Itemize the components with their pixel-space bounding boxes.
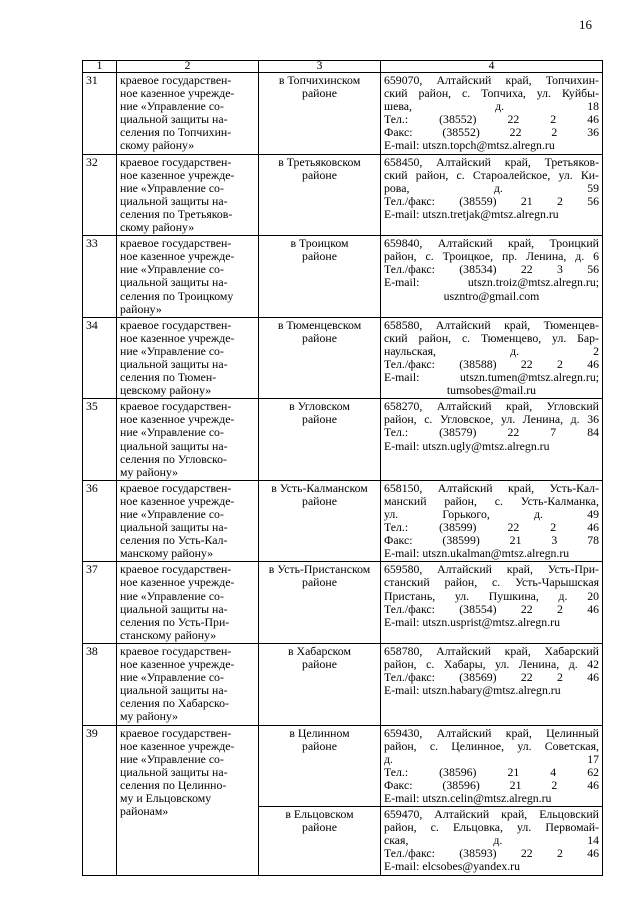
- table-row: [83, 73, 603, 155]
- org-line: скому району»: [120, 220, 195, 235]
- org-line: циальной защиты на-: [120, 764, 228, 779]
- org-line: циальной защиты на-: [120, 356, 228, 371]
- org-line: циальной защиты на-: [120, 683, 228, 698]
- org-line: селения по Усть-Кал-: [120, 533, 228, 548]
- org-line: краевое государствен-: [120, 317, 232, 332]
- contacts-line: Факс: (38552) 22 2 36: [384, 125, 599, 140]
- organization-name: [117, 562, 259, 644]
- org-line: циальной защиты на-: [120, 275, 228, 290]
- contacts-line: E-mail: elcsobes@yandex.ru: [384, 859, 520, 874]
- table-row: [83, 154, 603, 236]
- contacts-line: Тел.: (38599) 22 2 46: [384, 520, 599, 535]
- contacts-line: 658150, Алтайский край, Усть-Кал-: [384, 480, 599, 495]
- org-line: циальной защиты на-: [120, 438, 228, 453]
- contact-details: [381, 317, 603, 399]
- org-line: скому району»: [120, 138, 195, 153]
- contact-details: [381, 562, 603, 644]
- column-header: 3: [259, 61, 381, 73]
- org-line: циальной защиты на-: [120, 601, 228, 616]
- contacts-line: д. 17: [384, 751, 599, 766]
- contacts-line: E-mail: utszn.tumen@mtsz.alregn.ru;: [384, 370, 599, 385]
- organization-name: [117, 73, 259, 155]
- contacts-line: ская, д. 14: [384, 833, 599, 848]
- district-line: в Третьяковском: [278, 154, 361, 169]
- district-name: [259, 562, 381, 644]
- org-line: ние «Управление со-: [120, 507, 224, 521]
- contacts-line: E-mail: utszn.ukalman@mtsz.alregn.ru: [384, 546, 570, 561]
- org-line: селения по Третьяков-: [120, 206, 233, 221]
- district-line: в Хабарском: [288, 643, 351, 658]
- contacts-line: ский район, с. Староалейское, ул. Ки-: [384, 167, 599, 182]
- district-line: в Топчихинском: [278, 73, 361, 87]
- contacts-line: Тел./факс: (38593) 22 2 46: [384, 846, 599, 861]
- contacts-line: 658450, Алтайский край, Третьяков-: [384, 154, 599, 169]
- social-protection-offices-table: [82, 60, 603, 876]
- contact-details: [381, 73, 603, 155]
- contacts-line: Тел./факс: (38559) 21 2 56: [384, 193, 599, 208]
- district-name: [259, 480, 381, 562]
- contacts-line: ул. Горького, д. 49: [384, 507, 599, 521]
- contacts-line: район, с. Хабары, ул. Ленина, д. 42: [384, 657, 599, 672]
- org-line: краевое государствен-: [120, 236, 232, 251]
- district-line: районе: [302, 412, 337, 427]
- district-name: [259, 317, 381, 399]
- org-line: ние «Управление со-: [120, 99, 224, 114]
- contacts-line: рова, д. 59: [384, 180, 599, 195]
- contacts-line: Тел./факс: (38554) 22 2 46: [384, 601, 599, 616]
- district-line: районе: [302, 167, 337, 182]
- table-row: [83, 236, 603, 318]
- table-row: [83, 643, 603, 725]
- org-line: му району»: [120, 464, 179, 479]
- district-name: [259, 154, 381, 236]
- district-line: в Усть-Пристанском: [268, 562, 371, 577]
- contacts-line: 658580, Алтайский край, Тюменцев-: [384, 317, 599, 332]
- contacts-line: 659840, Алтайский край, Троицкий: [384, 236, 599, 251]
- contact-details: [381, 725, 603, 807]
- org-line: станскому району»: [120, 627, 217, 642]
- org-line: ние «Управление со-: [120, 180, 224, 195]
- org-line: краевое государствен-: [120, 399, 232, 414]
- contact-details: [381, 643, 603, 725]
- contacts-line: наульская, д. 2: [384, 343, 599, 358]
- org-line: краевое государствен-: [120, 73, 232, 87]
- district-line: районе: [302, 657, 337, 672]
- contacts-line: Факс: (38599) 21 3 78: [384, 533, 599, 548]
- contacts-line: 659580, Алтайский край, Усть-При-: [384, 562, 599, 577]
- district-line: в Целинном: [289, 725, 350, 740]
- contacts-line: район, с. Троицкое, пр. Ленина, д. 6: [384, 249, 599, 264]
- org-line: селения по Угловско-: [120, 451, 227, 466]
- org-line: краевое государствен-: [120, 643, 232, 658]
- district-line: районе: [302, 330, 337, 345]
- org-line: му району»: [120, 709, 179, 724]
- column-header: 4: [381, 61, 603, 73]
- row-number: 31: [83, 73, 117, 155]
- org-line: селения по Тюмен-: [120, 370, 217, 385]
- contacts-line: район, с. Целинное, ул. Советская,: [384, 738, 599, 753]
- contacts-line: Тел./факс: (38534) 22 3 56: [384, 262, 599, 277]
- organization-name: [117, 154, 259, 236]
- table-header-row: [83, 61, 603, 73]
- row-number: 35: [83, 399, 117, 481]
- contact-details: [381, 399, 603, 481]
- org-line: районам»: [120, 804, 169, 819]
- district-line: районе: [302, 86, 337, 101]
- contacts-line: E-mail: utszn.tretjak@mtsz.alregn.ru: [384, 206, 559, 221]
- row-number: 34: [83, 317, 117, 399]
- row-number: 33: [83, 236, 117, 318]
- org-line: ное казенное учрежде-: [120, 738, 235, 753]
- org-line: ное казенное учрежде-: [120, 575, 235, 590]
- contacts-line: 659470, Алтайский край, Ельцовский: [384, 807, 599, 822]
- org-line: селения по Топчихин-: [120, 125, 232, 140]
- contacts-line: Тел.: (38596) 21 4 62: [384, 764, 599, 779]
- org-line: селения по Троицкому: [120, 288, 234, 303]
- org-line: району»: [120, 301, 162, 316]
- page-number: 16: [579, 17, 592, 32]
- org-line: ние «Управление со-: [120, 751, 224, 766]
- org-line: циальной защиты на-: [120, 520, 228, 535]
- contacts-line: Пристань, ул. Пушкина, д. 20: [384, 588, 599, 603]
- org-line: селения по Хабарско-: [120, 696, 229, 711]
- district-line: районе: [302, 820, 337, 835]
- contact-details: [381, 154, 603, 236]
- org-line: селения по Усть-При-: [120, 614, 230, 629]
- org-line: ное казенное учрежде-: [120, 412, 235, 427]
- district-line: районе: [302, 249, 337, 264]
- org-line: ное казенное учрежде-: [120, 249, 235, 264]
- column-header: 1: [83, 61, 117, 73]
- contact-details: [381, 807, 603, 875]
- district-line: в Троицком: [290, 236, 349, 251]
- contacts-line: 658270, Алтайский край, Угловский: [384, 399, 599, 414]
- organization-name: [117, 643, 259, 725]
- contacts-line: E-mail: utszn.habary@mtsz.alregn.ru: [384, 683, 561, 698]
- org-line: му и Ельцовскому: [120, 790, 212, 805]
- table-row: [83, 562, 603, 644]
- org-line: ние «Управление со-: [120, 588, 224, 603]
- district-line: районе: [302, 493, 337, 508]
- contact-details: [381, 236, 603, 318]
- row-number: 37: [83, 562, 117, 644]
- district-line: районе: [302, 575, 337, 590]
- district-name: [259, 725, 381, 807]
- district-line: в Угловском: [289, 399, 350, 414]
- org-line: ное казенное учрежде-: [120, 493, 235, 508]
- organization-name: [117, 399, 259, 481]
- table-row: [83, 725, 603, 807]
- district-name: [259, 236, 381, 318]
- contacts-line: Тел./факс: (38569) 22 2 46: [384, 670, 599, 685]
- contacts-line: Факс: (38596) 21 2 46: [384, 777, 599, 792]
- org-line: краевое государствен-: [120, 562, 232, 577]
- org-line: краевое государствен-: [120, 480, 232, 495]
- org-line: циальной защиты на-: [120, 193, 228, 208]
- org-line: краевое государствен-: [120, 154, 232, 169]
- district-name: [259, 73, 381, 155]
- district-name: [259, 399, 381, 481]
- contacts-line: 659430, Алтайский край, Целинный: [384, 725, 599, 740]
- org-line: ние «Управление со-: [120, 670, 224, 685]
- contacts-line: ский район, с. Тюменцево, ул. Бар-: [384, 330, 599, 345]
- contacts-line: 658780, Алтайский край, Хабарский: [384, 643, 599, 658]
- contacts-line: 659070, Алтайский край, Топчихин-: [384, 73, 599, 87]
- contacts-line: Тел.: (38579) 22 7 84: [384, 425, 599, 440]
- table-body: [83, 73, 603, 876]
- contacts-line: район, с. Угловское, ул. Ленина, д. 36: [384, 412, 599, 427]
- district-name: [259, 643, 381, 725]
- contacts-line: район, с. Ельцовка, ул. Первомай-: [384, 820, 599, 835]
- contacts-line: E-mail: utszn.topch@mtsz.alregn.ru: [384, 138, 555, 153]
- table-row: [83, 480, 603, 562]
- table-row: [83, 399, 603, 481]
- org-line: манскому району»: [120, 546, 214, 561]
- org-line: ное казенное учрежде-: [120, 330, 235, 345]
- organization-name: [117, 725, 259, 875]
- district-line: в Ельцовском: [285, 807, 354, 822]
- row-number: 36: [83, 480, 117, 562]
- org-line: циальной защиты на-: [120, 112, 228, 127]
- contacts-line: Тел./факс: (38588) 22 2 46: [384, 356, 599, 371]
- contacts-line: шева, д. 18: [384, 99, 599, 114]
- row-number: 32: [83, 154, 117, 236]
- contacts-line: uszntro@gmail.com: [443, 288, 540, 303]
- org-line: ние «Управление со-: [120, 262, 224, 277]
- org-line: ное казенное учрежде-: [120, 86, 235, 101]
- contact-details: [381, 480, 603, 562]
- district-line: районе: [302, 738, 337, 753]
- column-header: 2: [117, 61, 259, 73]
- district-name: [259, 807, 381, 875]
- org-line: селения по Целинно-: [120, 777, 227, 792]
- contacts-line: tumsobes@mail.ru: [446, 383, 537, 398]
- contacts-line: E-mail: utszn.usprist@mtsz.alregn.ru: [384, 614, 560, 629]
- organization-name: [117, 236, 259, 318]
- organization-name: [117, 480, 259, 562]
- org-line: краевое государствен-: [120, 725, 232, 740]
- contacts-line: манский район, с. Усть-Калманка,: [384, 493, 599, 508]
- organization-name: [117, 317, 259, 399]
- row-number: 38: [83, 643, 117, 725]
- org-line: ние «Управление со-: [120, 425, 224, 440]
- row-number: 39: [83, 725, 117, 875]
- contacts-line: E-mail: utszn.ugly@mtsz.alregn.ru: [384, 438, 550, 453]
- district-line: в Тюменцевском: [277, 317, 362, 332]
- contacts-line: станский район, с. Усть-Чарышская: [384, 575, 599, 590]
- org-line: ное казенное учрежде-: [120, 167, 235, 182]
- org-line: ние «Управление со-: [120, 343, 224, 358]
- contacts-line: E-mail: utszn.troiz@mtsz.alregn.ru;: [384, 275, 599, 290]
- district-line: в Усть-Калманском: [271, 480, 368, 495]
- org-line: ное казенное учрежде-: [120, 657, 235, 672]
- contacts-line: ский район, с. Топчиха, ул. Куйбы-: [384, 86, 599, 101]
- contacts-line: E-mail: utszn.celin@mtsz.alregn.ru: [384, 790, 552, 805]
- org-line: цевскому району»: [120, 383, 212, 398]
- contacts-line: Тел.: (38552) 22 2 46: [384, 112, 599, 127]
- table-row: [83, 317, 603, 399]
